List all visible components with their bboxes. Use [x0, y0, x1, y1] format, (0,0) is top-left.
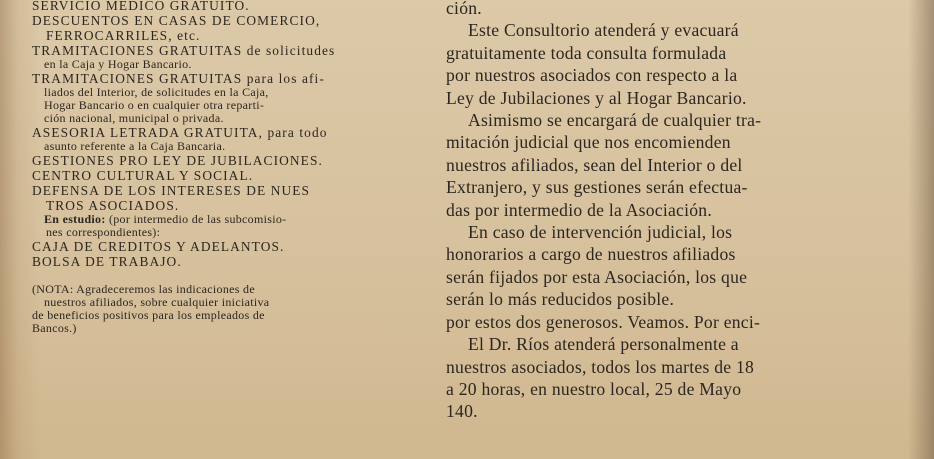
body-line: nuestros asociados, todos los martes de 18 [446, 356, 755, 377]
body-line: gratuitamente toda consulta formulada [446, 42, 727, 63]
en-estudio-label: En estudio: [44, 213, 106, 226]
page-edge-shadow [908, 0, 934, 459]
en-estudio-text: (por intermedio de las subcomisio- [105, 213, 287, 226]
paragraph-start: En caso de intervención judicial, los [468, 222, 733, 243]
benefit-item-continuation: asunto referente a la Caja Bancaria. [44, 140, 226, 153]
benefit-item-continuation: liados del Interior, de solicitudes en la Caja, [44, 86, 269, 99]
benefit-item: ASESORIA LETRADA GRATUITA, para todo [32, 125, 328, 140]
body-line: nuestros afiliados, sean del Interior o del [446, 154, 743, 175]
benefit-item-continuation: ción nacional, municipal o privada. [44, 112, 224, 125]
paragraph-start: El Dr. Ríos atenderá personalmente a [468, 334, 739, 355]
body-line: por estos dos generosos. Veamos. Por enci- [446, 311, 761, 332]
benefit-item-continuation: TROS ASOCIADOS. [46, 198, 180, 213]
benefit-item: CAJA DE CREDITOS Y ADELANTOS. [32, 239, 285, 254]
paragraph-start: Este Consultorio atenderá y evacuará [468, 20, 739, 41]
note-line: nuestros afiliados, sobre cualquier iniciativa [44, 296, 270, 309]
body-line: ción. [446, 0, 482, 18]
body-line: serán lo más reducidos posible. [446, 289, 675, 310]
benefit-item: TRAMITACIONES GRATUITAS para los afi- [32, 71, 325, 86]
paragraph-start: Asimismo se encargará de cualquier tra- [468, 110, 762, 131]
body-line: por nuestros asociados con respecto a la [446, 65, 738, 86]
benefit-item-continuation: FERROCARRILES, etc. [46, 28, 201, 43]
benefit-item: DESCUENTOS EN CASAS DE COMERCIO, [32, 13, 321, 28]
benefit-item: CENTRO CULTURAL Y SOCIAL. [32, 168, 254, 183]
benefit-item: DEFENSA DE LOS INTERESES DE NUES [32, 183, 311, 198]
body-line: serán fijados por esta Asociación, los que [446, 266, 748, 287]
note-line: de beneficios positivos para los empleados de [32, 309, 265, 322]
body-line: das por intermedio de la Asociación. [446, 199, 712, 220]
body-line: Ley de Jubilaciones y al Hogar Bancario. [446, 87, 747, 108]
body-line: honorarios a cargo de nuestros afiliados [446, 244, 736, 265]
en-estudio-line [32, 213, 424, 226]
benefit-item: BOLSA DE TRABAJO. [32, 254, 182, 269]
right-column [446, 0, 846, 423]
body-line: 140. [446, 401, 478, 422]
benefit-item: SERVICIO MEDICO GRATUITO. [32, 0, 250, 13]
body-line: mitación judicial que nos encomienden [446, 132, 731, 153]
note-line: Bancos.) [32, 322, 77, 335]
benefit-item-continuation: en la Caja y Hogar Bancario. [44, 58, 192, 71]
benefit-item-continuation: nes correspondientes): [46, 226, 161, 239]
benefit-item-continuation: Hogar Bancario o en cualquier otra reparti- [44, 99, 265, 112]
body-line: Extranjero, y sus gestiones serán efectua- [446, 177, 748, 198]
left-column [32, 0, 424, 335]
spacer [32, 269, 424, 283]
body-line: a 20 horas, en nuestro local, 25 de Mayo [446, 378, 742, 399]
benefit-item: TRAMITACIONES GRATUITAS de solicitudes [32, 43, 336, 58]
note-line: (NOTA: Agradeceremos las indicaciones de [32, 283, 255, 296]
benefit-item: GESTIONES PRO LEY DE JUBILACIONES. [32, 153, 323, 168]
